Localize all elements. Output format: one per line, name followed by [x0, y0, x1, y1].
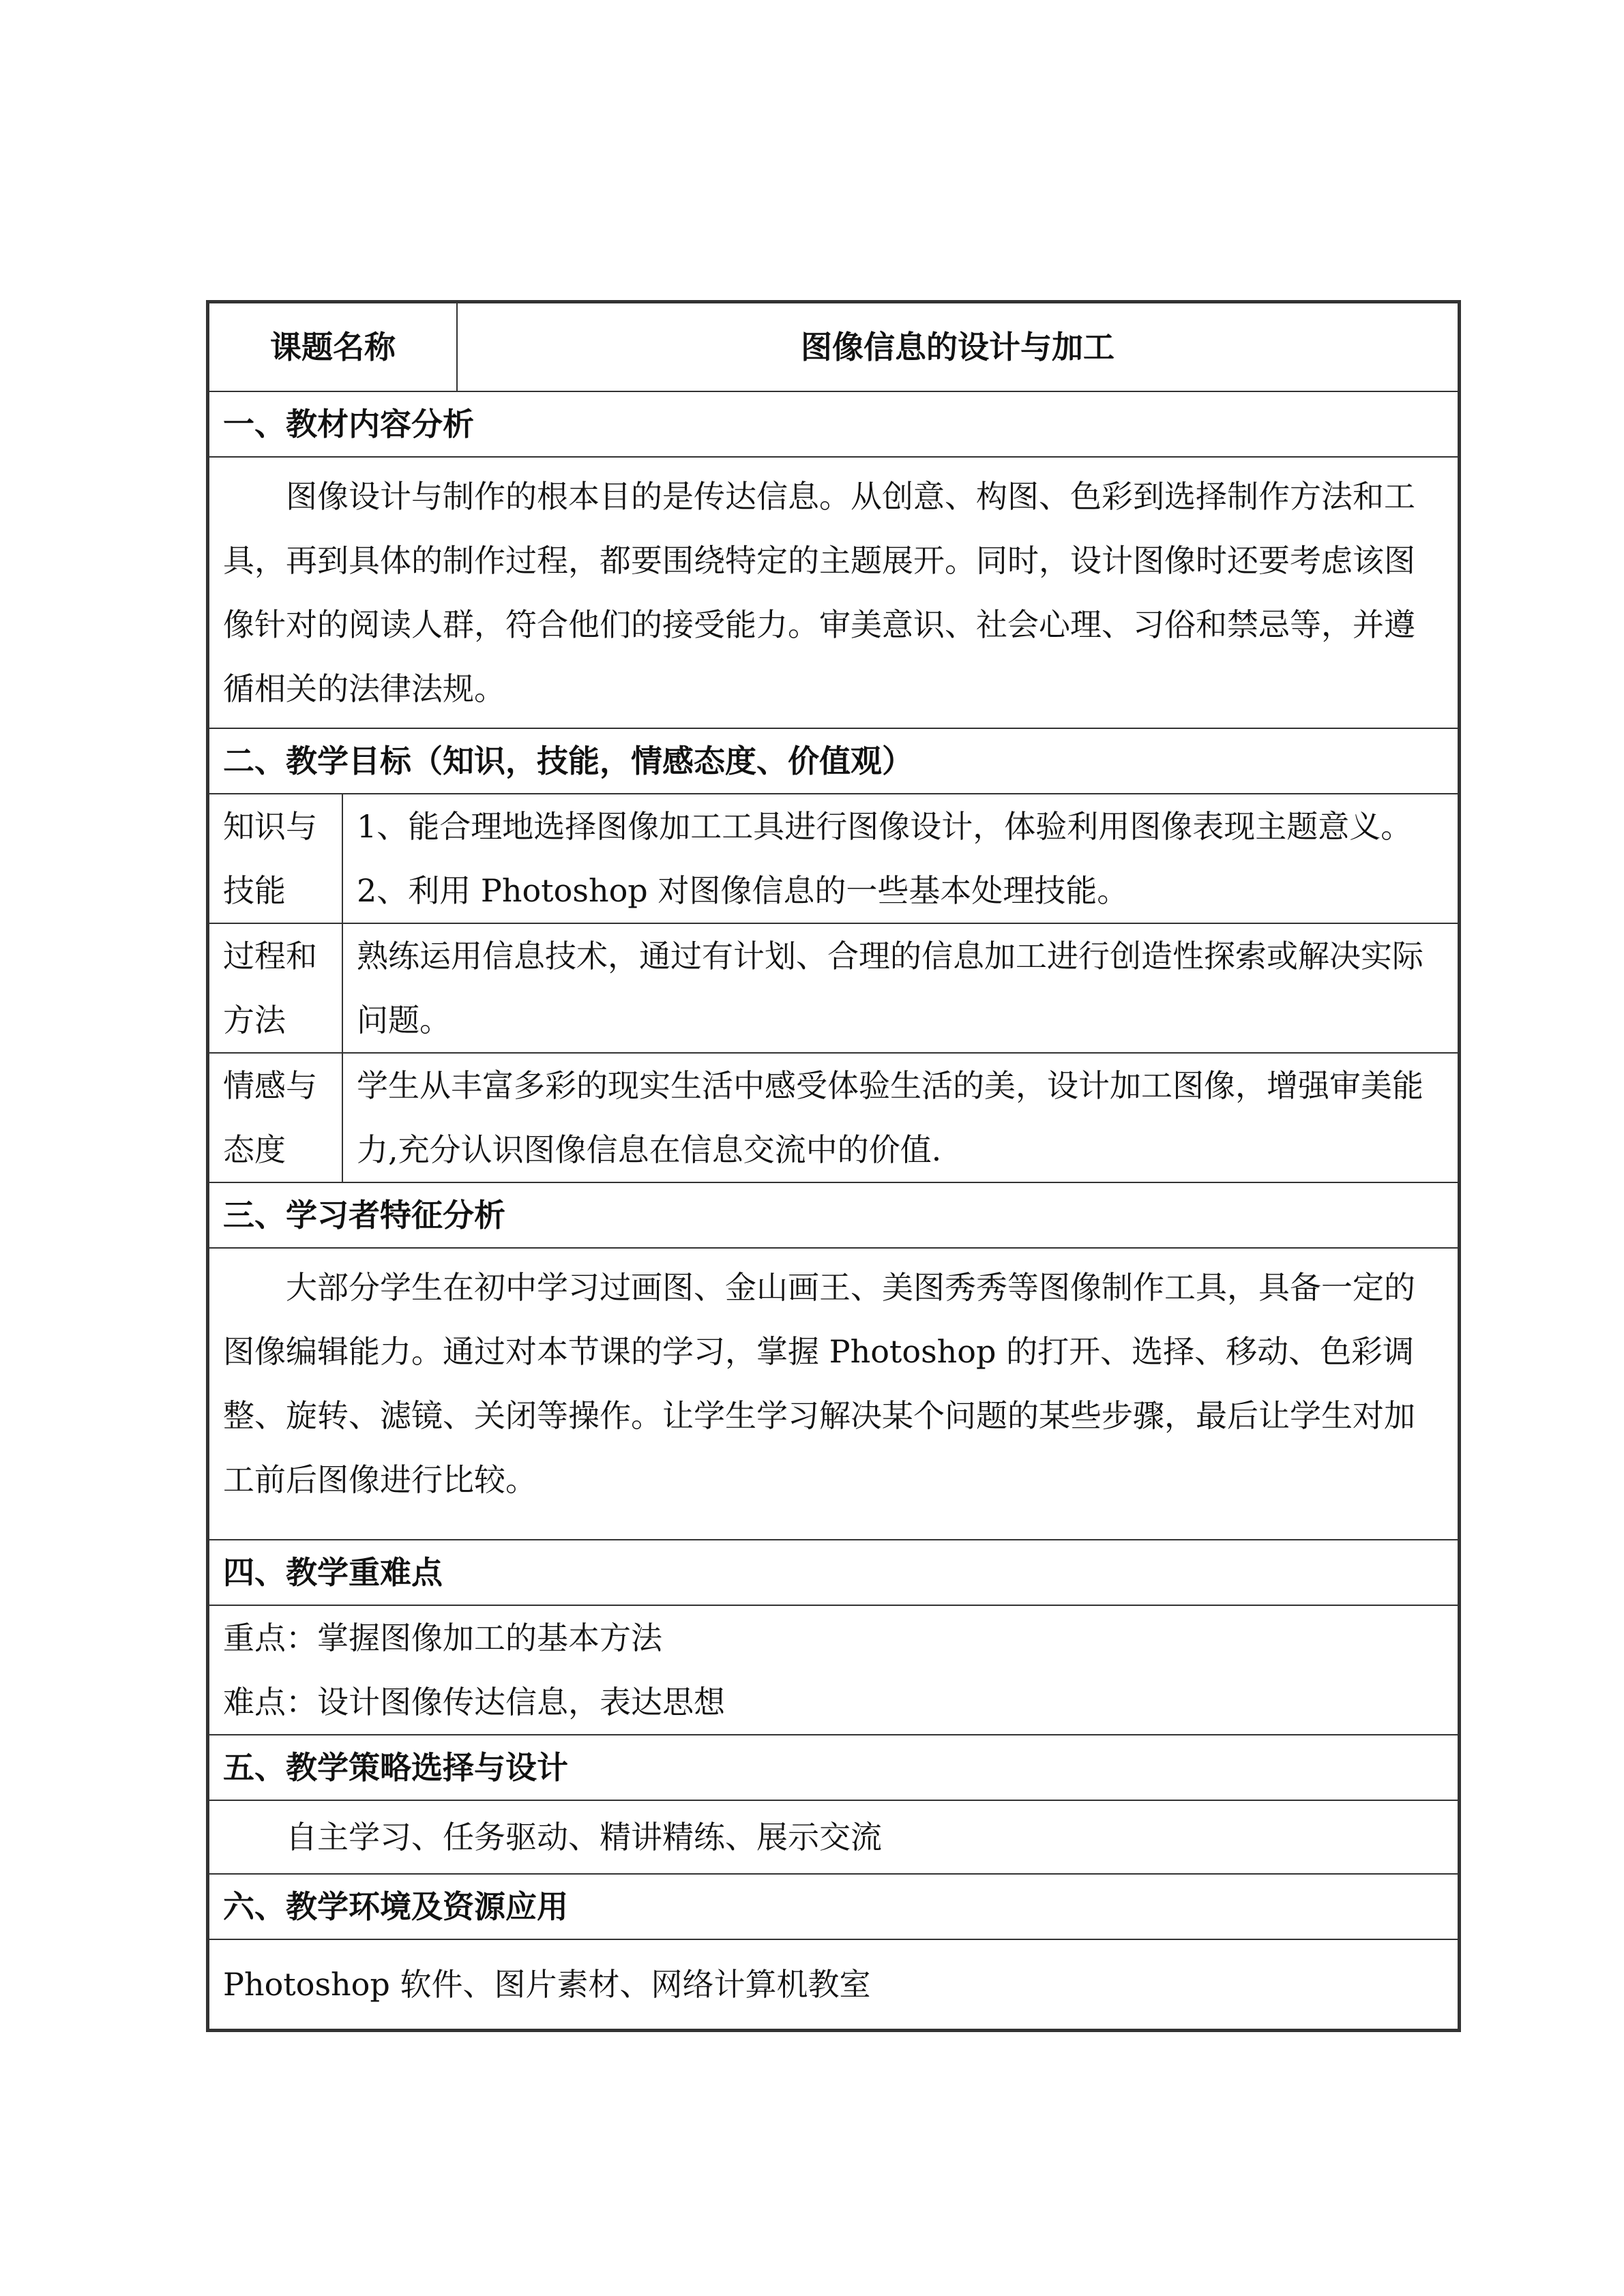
section-heading-row — [209, 1874, 1458, 1939]
section-4-body-row — [209, 1605, 1458, 1735]
goal-content-process: 熟练运用信息技术，通过有计划、合理的信息加工进行创造性探索或解决实际问题。 — [342, 923, 1458, 1053]
goal-label-attitude: 情感与态度 — [209, 1053, 342, 1182]
section-1-body-cell — [209, 457, 1458, 728]
key-point: 重点：掌握图像加工的基本方法 — [223, 1620, 662, 1656]
goal-label-knowledge: 知识与技能 — [209, 794, 342, 923]
lesson-plan-table — [208, 302, 1459, 2030]
section-1-body: 图像设计与制作的根本目的是传达信息。从创意、构图、色彩到选择制作方法和工具，再到具体的制作过程，都要围绕特定的主题展开。同时，设计图像时还要考虑该图像针对的阅读人群，符合他们的接受能力。审美意识、社会心理、习俗和禁忌等，并遵循相关的法律法规。 — [223, 478, 1415, 707]
section-3-body-row — [209, 1248, 1458, 1540]
topic-label: 课题名称 — [209, 303, 457, 391]
lesson-plan-sheet — [206, 300, 1461, 2032]
section-6-body-row — [209, 1939, 1458, 2029]
goal-item-1: 1、能合理地选择图像加工工具进行图像设计，体验利用图像表现主题意义。 — [357, 808, 1413, 845]
section-3-heading: 三、学习者特征分析 — [209, 1182, 1458, 1248]
section-heading-row — [209, 1540, 1458, 1605]
section-5-body-row — [209, 1800, 1458, 1874]
difficulty-point: 难点：设计图像传达信息，表达思想 — [223, 1684, 725, 1720]
section-1-heading: 一、教材内容分析 — [209, 391, 1458, 457]
section-heading-row — [209, 1735, 1458, 1800]
section-3-body-cell — [209, 1248, 1458, 1540]
section-3-body: 大部分学生在初中学习过画图、金山画王、美图秀秀等图像制作工具，具备一定的图像编辑能力。通过对本节课的学习，掌握 Photoshop 的打开、选择、移动、色彩调整、旋转、滤镜、关闭等操作。让学生学习解决某个问题的某些步骤，最后让学生对加工前后图像进行比较。 — [223, 1269, 1415, 1498]
topic-title: 图像信息的设计与加工 — [457, 303, 1458, 391]
section-5-heading: 五、教学策略选择与设计 — [209, 1735, 1458, 1800]
goal-row-attitude — [209, 1053, 1458, 1182]
section-6-body: Photoshop 软件、图片素材、网络计算机教室 — [209, 1939, 1458, 2029]
section-5-body-cell — [209, 1800, 1458, 1874]
section-heading-row — [209, 1182, 1458, 1248]
goal-row-knowledge — [209, 794, 1458, 923]
goal-label-process: 过程和方法 — [209, 923, 342, 1053]
section-4-body-cell — [209, 1605, 1458, 1735]
section-6-heading: 六、教学环境及资源应用 — [209, 1874, 1458, 1939]
section-heading-row — [209, 728, 1458, 794]
goal-content-attitude: 学生从丰富多彩的现实生活中感受体验生活的美，设计加工图像，增强审美能力,充分认识图像信息在信息交流中的价值. — [342, 1053, 1458, 1182]
section-4-heading: 四、教学重难点 — [209, 1540, 1458, 1605]
goal-row-process — [209, 923, 1458, 1053]
section-1-body-row — [209, 457, 1458, 728]
goal-item-2: 2、利用 Photoshop 对图像信息的一些基本处理技能。 — [357, 872, 1129, 909]
section-heading-row — [209, 391, 1458, 457]
section-5-body: 自主学习、任务驱动、精讲精练、展示交流 — [286, 1819, 882, 1855]
section-2-heading: 二、教学目标（知识，技能，情感态度、价值观） — [209, 728, 1458, 794]
header-row — [209, 303, 1458, 391]
goal-content-knowledge — [342, 794, 1458, 923]
